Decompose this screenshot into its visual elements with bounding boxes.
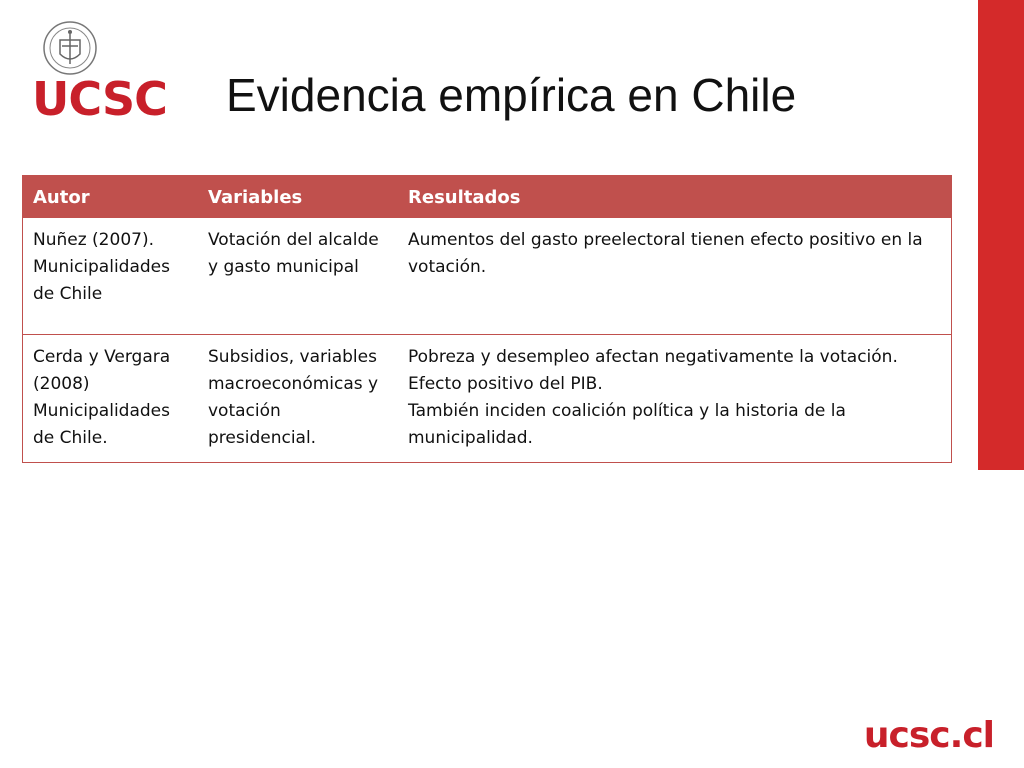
side-accent-bar (978, 0, 1024, 470)
university-seal-icon (42, 20, 98, 76)
header-autor: Autor (23, 176, 199, 219)
header-variables: Variables (198, 176, 398, 219)
table-row (23, 218, 952, 334)
table-row (23, 334, 952, 462)
evidence-table (22, 175, 952, 463)
ucsc-logo: UCSC (32, 72, 167, 126)
cell-autor: Cerda y Vergara (2008) Municipalidades de Chile. (23, 334, 199, 462)
footer-website-logo: ucsc.cl (863, 715, 994, 756)
cell-autor: Nuñez (2007). Municipalidades de Chile (23, 218, 199, 334)
header-resultados: Resultados (398, 176, 952, 219)
cell-variables: Votación del alcalde y gasto municipal (198, 218, 398, 334)
cell-resultados: Pobreza y desempleo afectan negativamente la votación. Efecto positivo del PIB. También inciden coalición política y la historia de la municipalidad. (398, 334, 952, 462)
cell-resultados: Aumentos del gasto preelectoral tienen efecto positivo en la votación. (398, 218, 952, 334)
table-header-row (23, 176, 952, 219)
slide-title: Evidencia empírica en Chile (226, 69, 797, 121)
cell-variables: Subsidios, variables macroeconómicas y votación presidencial. (198, 334, 398, 462)
